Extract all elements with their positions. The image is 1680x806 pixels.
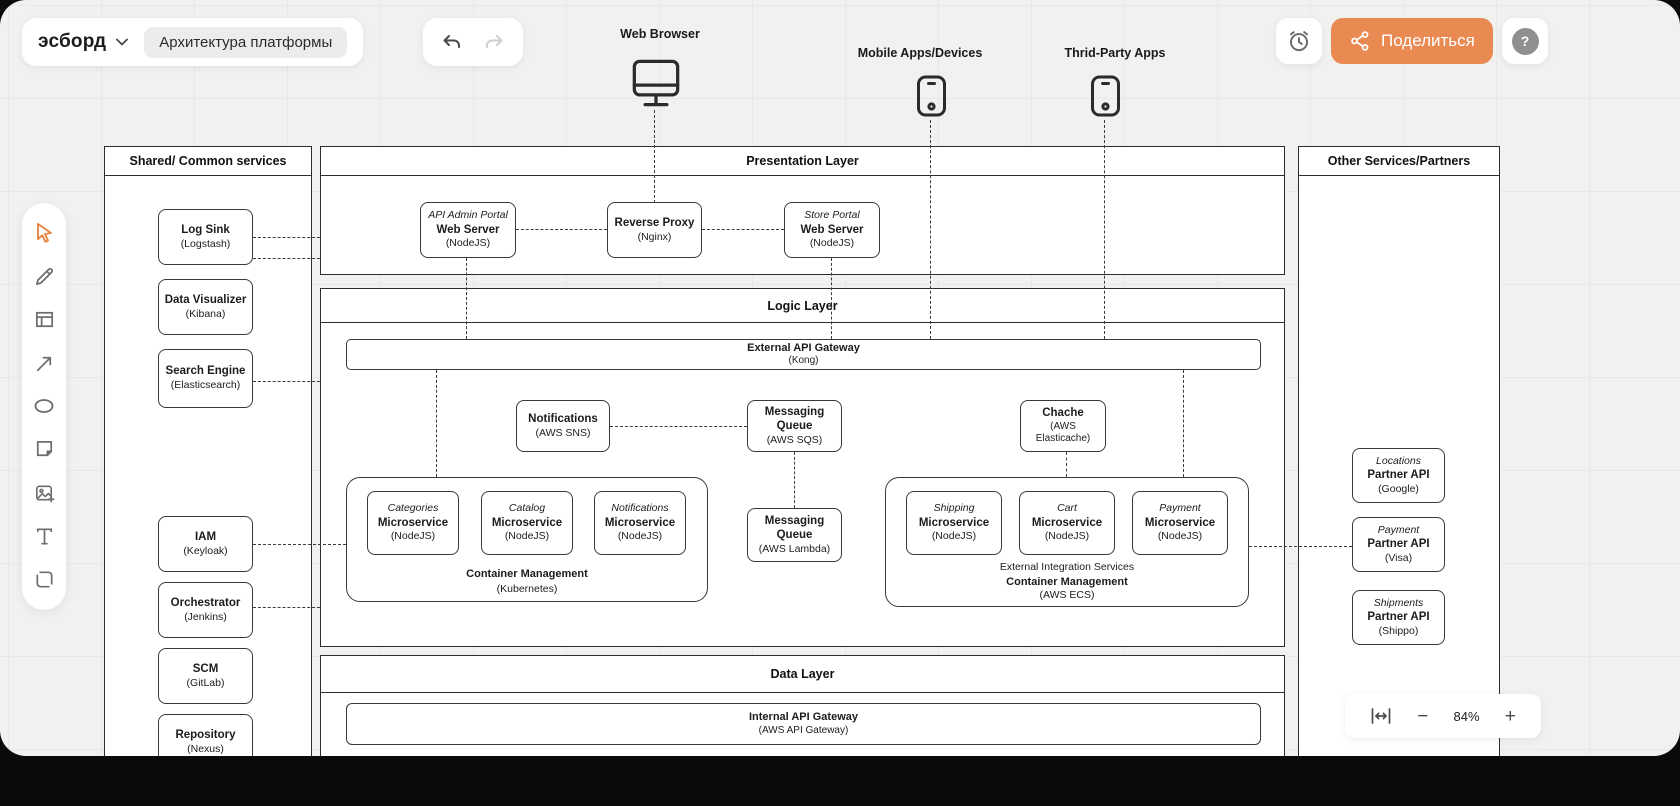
connector-line[interactable]: [1104, 120, 1105, 339]
shape-tool-icon[interactable]: [31, 567, 57, 593]
app-logo[interactable]: эсборд: [38, 31, 107, 52]
connector-line[interactable]: [930, 120, 931, 339]
zoom-out-button[interactable]: −: [1417, 705, 1429, 727]
connector-line[interactable]: [253, 258, 320, 259]
timer-icon: [1286, 28, 1312, 54]
container-title: Data Layer: [321, 656, 1284, 693]
share-button[interactable]: [1331, 18, 1493, 64]
container-title: Presentation Layer: [321, 147, 1284, 176]
frame-tool-icon[interactable]: [31, 307, 57, 333]
diagram-node-catalog-microservice[interactable]: Catalog Microservice (NodeJS): [481, 491, 573, 555]
connector-line[interactable]: [1183, 370, 1184, 477]
container-title: Logic Layer: [321, 289, 1284, 323]
zoom-level[interactable]: 84%: [1453, 708, 1480, 724]
connector-line[interactable]: [831, 258, 832, 339]
connector-line[interactable]: [516, 229, 607, 230]
diagram-node-scm[interactable]: SCM (GitLab): [158, 648, 253, 704]
pen-tool-icon[interactable]: [31, 264, 57, 290]
diagram-node-reverse-proxy[interactable]: Reverse Proxy (Nginx): [607, 202, 702, 258]
undo-icon: [440, 30, 464, 54]
tools-panel: [22, 203, 66, 610]
diagram-node-repository[interactable]: Repository (Nexus): [158, 714, 253, 756]
undo-button[interactable]: [440, 30, 464, 54]
help-button[interactable]: [1502, 18, 1548, 64]
diagram-node-cache[interactable]: Chache (AWS Elasticache): [1020, 400, 1106, 452]
diagram-node-cart-microservice[interactable]: Cart Microservice (NodeJS): [1019, 491, 1115, 555]
connector-line[interactable]: [253, 237, 320, 238]
connector-line[interactable]: [610, 426, 747, 427]
text-tool-icon[interactable]: [31, 523, 57, 549]
connector-line[interactable]: [253, 607, 320, 608]
arrow-tool-icon[interactable]: [31, 350, 57, 376]
ellipse-tool-icon[interactable]: [31, 393, 57, 419]
app-header: [22, 18, 363, 66]
zoom-in-button[interactable]: +: [1504, 705, 1516, 727]
diagram-node-internal-api-gateway[interactable]: Internal API Gateway (AWS API Gateway): [346, 703, 1261, 745]
connector-line[interactable]: [1066, 452, 1067, 477]
diagram-node-iam[interactable]: IAM (Keyloak): [158, 516, 253, 572]
chevron-down-icon[interactable]: [114, 34, 130, 50]
note-tool-icon[interactable]: [31, 437, 57, 463]
connector-line[interactable]: [654, 110, 655, 203]
question-icon: ?: [1512, 28, 1539, 55]
smartphone-icon[interactable]: [915, 74, 948, 118]
fit-width-icon: [1370, 706, 1392, 726]
container-title: Other Services/Partners: [1299, 147, 1499, 176]
select-tool-icon[interactable]: [31, 220, 57, 246]
diagram-node-shipments-partner-api[interactable]: Shipments Partner API (Shippo): [1352, 590, 1445, 645]
client-label[interactable]: Web Browser: [620, 27, 700, 41]
connector-line[interactable]: [253, 381, 320, 382]
client-label[interactable]: Mobile Apps/Devices: [857, 46, 983, 60]
share-label: Поделиться: [1381, 31, 1475, 50]
diagram-node-admin-web-server[interactable]: API Admin Portal Web Server (NodeJS): [420, 202, 516, 258]
diagram-node-data-visualizer[interactable]: Data Visualizer (Kibana): [158, 279, 253, 335]
image-add-tool-icon[interactable]: [31, 480, 57, 506]
zoom-controls: [1345, 694, 1541, 738]
diagram-node-shipping-microservice[interactable]: Shipping Microservice (NodeJS): [906, 491, 1002, 555]
diagram-node-store-web-server[interactable]: Store Portal Web Server (NodeJS): [784, 202, 880, 258]
client-label[interactable]: Thrid-Party Apps: [1064, 46, 1166, 60]
history-controls: [423, 18, 523, 66]
redo-icon: [482, 30, 506, 54]
smartphone-icon[interactable]: [1089, 74, 1122, 118]
diagram-node-notifications-microservice[interactable]: Notifications Microservice (NodeJS): [594, 491, 686, 555]
diagram-node-external-api-gateway[interactable]: External API Gateway (Kong): [346, 339, 1261, 370]
timer-button[interactable]: [1276, 18, 1322, 64]
container-title: Shared/ Common services: [105, 147, 311, 176]
monitor-icon[interactable]: [630, 57, 682, 109]
redo-button[interactable]: [482, 30, 506, 54]
connector-line[interactable]: [253, 544, 346, 545]
fit-width-button[interactable]: [1370, 706, 1392, 726]
share-icon: [1349, 30, 1371, 52]
diagram-node-log-sink[interactable]: Log Sink (Logstash): [158, 209, 253, 265]
diagram-node-messaging-queue-lambda[interactable]: Messaging Queue (AWS Lambda): [747, 508, 842, 562]
board-title[interactable]: Архитектура платформы: [144, 27, 347, 58]
diagram-node-locations-partner-api[interactable]: Locations Partner API (Google): [1352, 448, 1445, 503]
diagram-node-categories-microservice[interactable]: Categories Microservice (NodeJS): [367, 491, 459, 555]
diagram-node-orchestrator[interactable]: Orchestrator (Jenkins): [158, 582, 253, 638]
diagram-node-search-engine[interactable]: Search Engine (Elasticsearch): [158, 349, 253, 408]
diagram-node-notifications-sns[interactable]: Notifications (AWS SNS): [516, 400, 610, 452]
diagram-node-payment-partner-api[interactable]: Payment Partner API (Visa): [1352, 517, 1445, 572]
connector-line[interactable]: [1249, 546, 1352, 547]
connector-line[interactable]: [466, 258, 467, 339]
cluster-label: External Integration Services Container Management (AWS ECS): [999, 561, 1135, 602]
connector-line[interactable]: [436, 370, 437, 477]
diagram-node-messaging-queue-sqs[interactable]: Messaging Queue (AWS SQS): [747, 400, 842, 452]
cluster-label: Container Management (Kubernetes): [466, 568, 588, 595]
connector-line[interactable]: [702, 229, 784, 230]
connector-line[interactable]: [794, 452, 795, 508]
diagram-node-payment-microservice[interactable]: Payment Microservice (NodeJS): [1132, 491, 1228, 555]
